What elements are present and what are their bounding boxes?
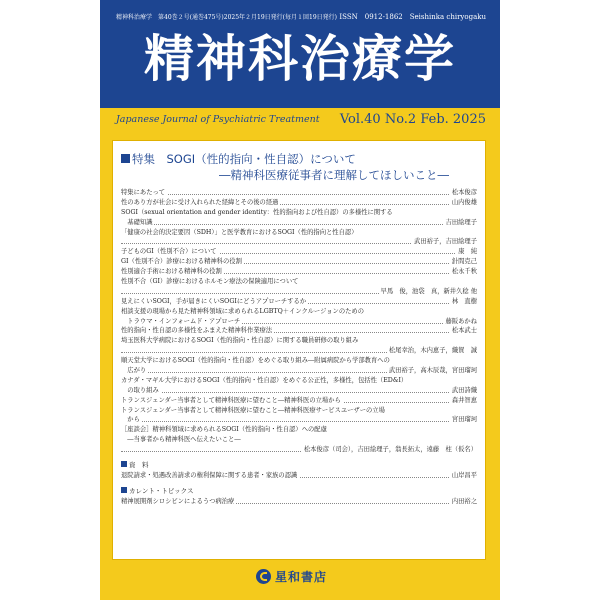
toc-item [121,471,477,481]
toc-item-author: 武田裕子，高木辰哉，宮田瑠珂 [388,367,477,375]
toc-item [121,415,477,425]
toc-item [121,218,477,228]
toc-item [121,208,477,218]
toc-item-title: ―当事者から精神科医へ伝えたいこと― [121,436,241,444]
toc-item-author: 内田裕之 [451,497,477,505]
toc-item-title: ［座談会］精神科領域に求められるSOGI（性的指向・性自認）への配慮 [121,426,327,434]
toc-item-title: から [121,416,140,424]
toc-item-author: 武田詩織 [451,386,477,394]
toc-item [121,396,477,406]
toc-item [121,445,477,455]
toc-item [121,277,477,287]
table-of-contents [112,140,486,560]
toc-item [121,497,477,507]
toc-item [121,237,477,247]
toc-item-title: 性別不合（GI）診療におけるホルモン療法の保険適用について [121,278,299,286]
feature-label: 特集 [132,152,155,166]
toc-item-title: 性のあり方が社会に受け入れられた経緯とその後の経過 [121,198,279,206]
toc-item-title: 相談支援の現場から見た精神科領域に求められるLGBTQ＋インクルージョンのための [121,307,365,315]
toc-item-author: 針間克己 [451,258,477,266]
toc-item [121,406,477,416]
toc-item-title: 性別適合手術における精神科の役割 [121,268,222,276]
issn-label: ISSN 0912-1862 Seishinka chiryogaku [339,13,486,21]
toc-section-label: 資 料 [129,461,149,470]
publisher-logo [256,567,327,585]
toc-item [121,346,477,356]
toc-item [121,247,477,257]
toc-item-title: 退院請求・処遇改善請求の権利保障に関する患者・家族の認識 [121,471,298,479]
toc-item [121,336,477,346]
toc-item-title: SOGI（sexual orientation and gender identity：性的指向および性自認）の多様性に関する [121,208,393,216]
toc-item-title: トランスジェンダー当事者として精神科医療に望むこと―精神科医療サービスユーザーの立場 [121,406,385,414]
feature-title: SOGI（性的指向・性自認）について [166,152,356,166]
toc-list [121,188,477,507]
dotted-leader [121,421,477,422]
toc-item-title: 「健康の社会的決定要因（SDH）」と医学教育におけるSOGI（性的指向と性自認） [121,228,358,236]
toc-item-author: 山岸昌平 [451,471,477,479]
toc-item [121,326,477,336]
toc-item-title: トラウマ・インフォームド・アプローチ [121,317,241,325]
feature-heading [121,151,356,167]
toc-item-title: 埼玉医科大学病院におけるSOGI（性的指向・性自認）に関する職員研修の取り組み [121,337,359,345]
toc-item-title: 基礎知識 [121,218,153,226]
toc-item-author: 林 直樹 [451,297,477,305]
toc-item [121,366,477,376]
toc-item-author: 山内俊雄 [451,198,477,206]
toc-item [121,188,477,198]
publisher-mark-icon [256,569,271,584]
english-title: Japanese Journal of Psychiatric Treatment [116,114,320,125]
square-bullet-icon [121,461,127,467]
toc-item-author: 松永千秋 [451,268,477,276]
volume-issue: Vol.40 No.2 Feb. 2025 [339,112,486,127]
toc-section-heading [121,487,477,497]
toc-item-author: 藤阪あかね [445,317,477,325]
toc-item-title: 広がり [121,367,147,375]
toc-item-title: 見えにくいSOGI，手が届きにくいSOGIにどうアプローチするか [121,297,307,305]
toc-item-title: の取り組み [121,386,159,394]
title-band [100,0,500,108]
toc-item [121,287,477,297]
toc-item [121,257,477,267]
toc-item [121,356,477,366]
square-bullet-icon [121,154,130,163]
toc-item-title: 子どものGI（性別不合）について [121,248,217,256]
toc-item-author: 武田裕子，吉田絵理子 [414,238,477,246]
toc-item [121,228,477,238]
publisher-name: 星和書店 [275,569,328,584]
toc-section-label: カレント・トピックス [129,486,194,495]
toc-section-heading [121,461,477,471]
toc-item [121,317,477,327]
dotted-leader [121,224,477,225]
toc-item [121,198,477,208]
toc-item [121,297,477,307]
dotted-leader [121,392,477,393]
toc-item [121,376,477,386]
dotted-leader [121,194,477,195]
toc-item [121,425,477,435]
toc-item [121,386,477,396]
toc-item-title: 性的指向・性自認の多様性をふまえた精神科作業療法 [121,327,273,335]
journal-title: 精神科治療学 [144,30,456,88]
toc-item-author: 吉田絵理子 [445,218,477,226]
toc-item [121,267,477,277]
toc-item-author: 松尾幸治，木内恵子，織賀 誠 [388,347,477,355]
journal-cover [100,0,500,600]
toc-item-title: トランスジェンダー当事者として精神科医療に望むこと―精神科医の立場から [121,396,341,404]
toc-item [121,307,477,317]
toc-item-author: 松本俊彦（司会），吉田絵理子，翁長拓太，遠藤 柱（仮名） [303,446,477,454]
toc-item-title: 精神展開剤シロシビンによるうつ病治療 [121,497,235,505]
toc-item-title: カナダ・マギル大学におけるSOGI（性的指向・性自認）をめぐる公正性，多様性，包括性（ED&I） [121,376,408,384]
toc-item-author: 松本俊彦 [451,189,477,196]
toc-item-title: 順天堂大学におけるSOGI（性的指向・性自認）をめぐる取り組み―附属病院から学部教育への [121,357,390,365]
toc-item-title: 特集にあたって [121,189,166,196]
toc-item-author: 森井智恵 [451,396,477,404]
toc-item-author: 宮田瑠珂 [451,416,477,424]
toc-item-author: 松本武士 [451,327,477,335]
toc-item-author: 早馬 俊，池袋 真，新井久稔 他 [380,287,477,295]
square-bullet-icon [121,487,127,493]
toc-item [121,435,477,445]
feature-subtitle: ―精神科医療従事者に理解してほしいこと― [219,168,449,182]
toc-item-title: GI（性別不合）診療における精神科の役割 [121,258,242,266]
toc-item-author: 康 純 [458,248,477,256]
publication-info: 精神科治療学 第40巻２号(通巻475号)2025年２月19日発行(毎月１回19日発行) [116,14,337,21]
